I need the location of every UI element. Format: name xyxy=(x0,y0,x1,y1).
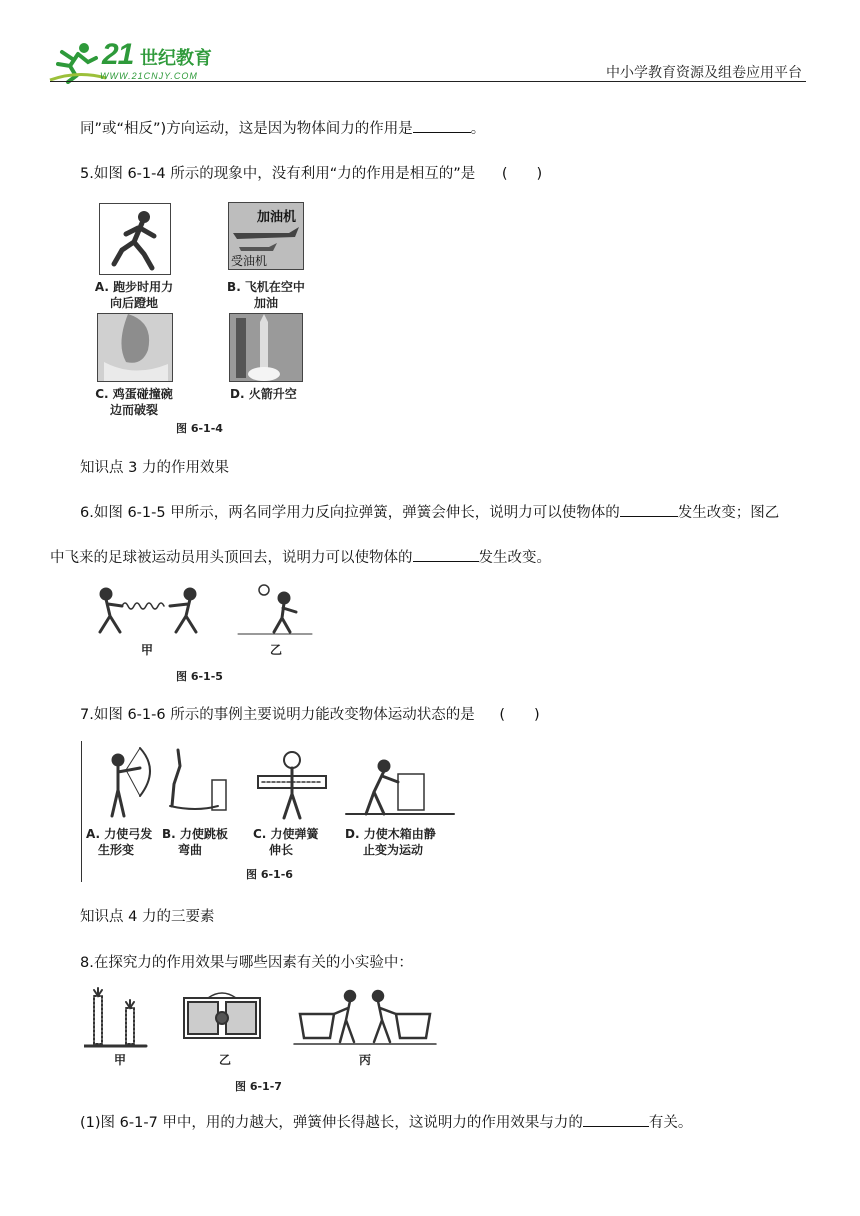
springs-icon xyxy=(84,988,146,1046)
q6-label-a: 甲 xyxy=(140,643,153,657)
q8-label-a: 甲 xyxy=(113,1053,126,1067)
q7-option-d-line1: D. 力使木箱由静 xyxy=(345,827,436,841)
q5-image-a xyxy=(99,203,171,275)
q5-option-a-line1: A. 跑步时用力 xyxy=(94,280,174,294)
q7-option-a xyxy=(86,826,160,858)
q5-figure-number: 图 6-1-4 xyxy=(176,422,223,435)
q7-answer-paren[interactable]: ( ) xyxy=(499,707,540,723)
spring-pull-icon xyxy=(100,589,196,632)
logo-number: 21 xyxy=(102,38,134,71)
q5-option-b-line1: B. 飞机在空中 xyxy=(227,280,305,294)
q8-sub1-b: 有关。 xyxy=(648,1115,693,1131)
q5-option-b xyxy=(214,279,318,311)
q5-plane-bottom-label: 受油机 xyxy=(231,254,268,268)
q8-figure-number: 图 6-1-7 xyxy=(235,1080,282,1093)
q6-line2 xyxy=(50,546,551,567)
header-divider xyxy=(50,81,806,82)
q7-figure-number: 图 6-1-6 xyxy=(246,868,293,881)
q5-image-d xyxy=(229,313,303,382)
q7-option-b-line1: B. 力使跳板 xyxy=(162,827,228,841)
q7-option-d xyxy=(345,826,455,858)
q6-line1-b: 发生改变；图乙 xyxy=(677,505,780,521)
diving-board-icon xyxy=(170,750,226,810)
logo-url: WWW.21CNJY.COM xyxy=(100,71,198,81)
q7-option-c xyxy=(253,826,327,858)
q5-option-a xyxy=(82,279,186,311)
q6-line1-a: 6.如图 6-1-5 甲所示，两名同学用力反向拉弹簧，弹簧会伸长，说明力可以使物体的 xyxy=(80,505,620,521)
cart-push-icon xyxy=(294,991,436,1044)
q4-tail-end: 。 xyxy=(470,121,486,137)
egg-bowl-icon xyxy=(98,314,172,381)
knowledge-point-3: 知识点 3 力的作用效果 xyxy=(80,460,229,476)
q5-option-c xyxy=(82,386,186,418)
q7-figure-drawing xyxy=(96,746,456,822)
q7-option-a-line2: 生形变 xyxy=(98,843,135,857)
runner-figure-icon xyxy=(100,204,170,274)
q5-image-c xyxy=(97,313,173,382)
q5-answer-paren[interactable]: ( ) xyxy=(501,166,543,182)
q4-answer-blank[interactable] xyxy=(413,118,471,133)
q7-stem xyxy=(80,703,540,724)
q7-option-b xyxy=(162,826,236,858)
q5-image-b xyxy=(228,202,304,270)
q5-option-c-line1: C. 鸡蛋碰撞碗 xyxy=(95,387,173,401)
q7-option-c-line1: C. 力使弹簧 xyxy=(253,827,319,841)
q7-option-d-line2: 止变为运动 xyxy=(363,843,424,857)
q7-option-b-line2: 弯曲 xyxy=(178,843,203,857)
q8-figure-drawing xyxy=(84,986,444,1048)
q6-blank-2[interactable] xyxy=(413,547,479,562)
q8-sub1-a: (1)图 6-1-7 甲中，用的力越大，弹簧伸长得越长，这说明力的作用效果与力的 xyxy=(80,1115,583,1131)
q6-figure-number: 图 6-1-5 xyxy=(176,670,223,683)
door-push-icon xyxy=(184,993,260,1038)
logo-name: 世纪教育 xyxy=(140,48,212,69)
q5-option-c-line2: 边而破裂 xyxy=(109,403,158,417)
q4-tail-text: 同”或“相反”)方向运动，这是因为物体间力的作用是 xyxy=(80,121,413,137)
runner-logo-icon xyxy=(48,40,108,84)
header-ball-icon xyxy=(238,585,312,634)
q6-line2-a: 中飞来的足球被运动员用头顶回去，说明力可以使物体的 xyxy=(50,550,413,566)
q8-stem: 8.在探究力的作用效果与哪些因素有关的小实验中： xyxy=(80,955,413,971)
q8-sub1 xyxy=(80,1111,692,1132)
q7-option-a-line1: A. 力使弓发 xyxy=(86,827,153,841)
q8-sub1-blank[interactable] xyxy=(583,1112,649,1127)
q7-stem-text: 7.如图 6-1-6 所示的事例主要说明力能改变物体运动状态的是 xyxy=(80,707,475,723)
bow-icon xyxy=(112,748,150,816)
q8-label-b: 乙 xyxy=(218,1053,231,1067)
knowledge-point-4: 知识点 4 力的三要素 xyxy=(80,909,215,925)
q5-option-b-line2: 加油 xyxy=(253,296,278,310)
q5-option-d xyxy=(212,386,316,402)
q7-figure-border xyxy=(81,741,82,882)
q5-option-a-line2: 向后蹬地 xyxy=(109,296,158,310)
rocket-icon xyxy=(230,314,302,381)
q8-label-c: 丙 xyxy=(358,1053,371,1067)
q5-option-d-line1: D. 火箭升空 xyxy=(230,387,297,401)
spring-stretch-icon xyxy=(258,752,326,818)
q6-blank-1[interactable] xyxy=(620,502,678,517)
q6-line2-b: 发生改变。 xyxy=(478,550,551,566)
q6-line1 xyxy=(80,501,779,522)
push-box-icon xyxy=(346,761,454,814)
q6-label-b: 乙 xyxy=(269,643,282,657)
platform-title: 中小学教育资源及组卷应用平台 xyxy=(606,65,802,81)
q5-stem xyxy=(80,162,542,183)
q5-stem-text: 5.如图 6-1-4 所示的现象中，没有利用“力的作用是相互的”是 xyxy=(80,166,476,182)
q4-tail xyxy=(80,117,485,138)
q6-figure-drawing xyxy=(86,584,316,640)
q5-plane-top-label: 加油机 xyxy=(257,210,297,225)
q7-option-c-line2: 伸长 xyxy=(269,843,294,857)
